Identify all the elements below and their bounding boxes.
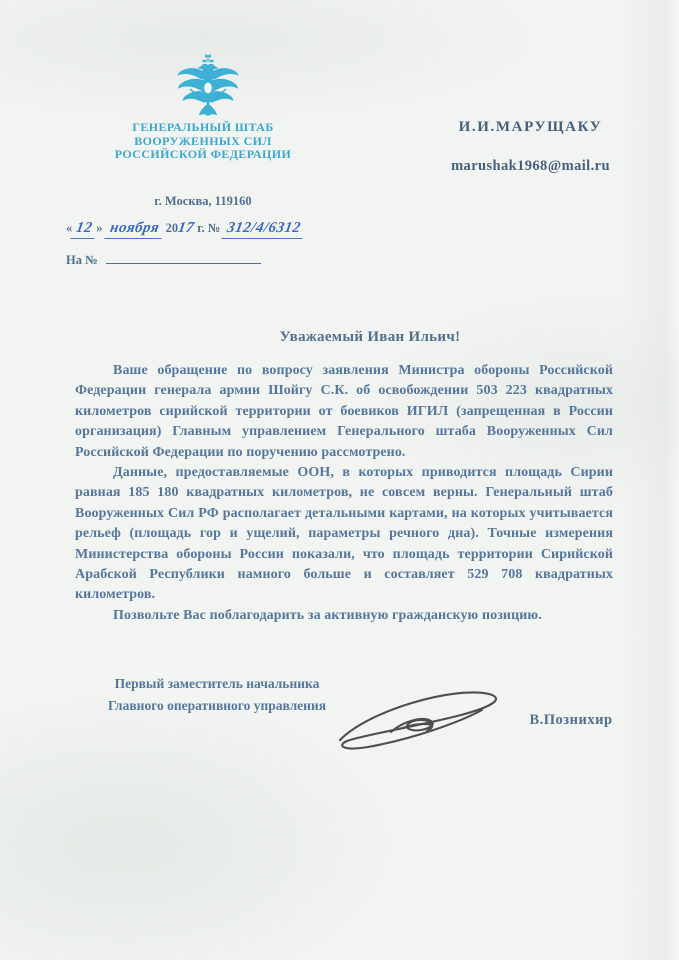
- letter-body: [75, 361, 613, 626]
- body-paragraph: Ваше обращение по вопросу заявления Министра обороны Российской Федерации генерала армии Шойгу С.К. об освобождении 503 223 квадратных километров сирийской территории от боевиков ИГИЛ (запрещенная в России организация) Главным управлением Генерального штаба Вооруженных Сил Российской Федерации по поручению рассмотрено.: [75, 363, 613, 460]
- body-paragraph: Позвольте Вас поблагодарить за активную гражданскую позицию.: [113, 607, 542, 623]
- quote-open: «: [66, 221, 73, 235]
- reply-label: На №: [66, 253, 98, 267]
- russian-coat-of-arms-icon: [169, 51, 247, 131]
- addressee-name: И.И.МАРУЩАКУ: [458, 119, 603, 135]
- signer-title-line: Главного оперативного управления: [107, 698, 327, 713]
- signer-name: В.Познихир: [529, 712, 613, 728]
- number-sign: №: [207, 221, 221, 235]
- year-suffix: г.: [197, 221, 205, 235]
- org-name-line: ВООРУЖЕННЫХ СИЛ: [134, 133, 272, 148]
- handwritten-doc-number: 312/4/6312: [222, 220, 307, 239]
- letterhead-city: г. Москва, 119160: [154, 194, 252, 208]
- handwritten-year: 17: [176, 220, 196, 236]
- signer-title-line: Первый заместитель начальника: [114, 676, 320, 691]
- quote-close: »: [96, 221, 103, 235]
- handwritten-signature-icon: [333, 680, 511, 758]
- body-paragraph: Данные, предоставляемые ООН, в которых приводится площадь Сирии равная 185 180 квадратных километров, не совсем верны. Генеральный штаб Вооруженных Сил РФ располагает детальными картами, на которых учитывается рельеф (площадь гор и ущелий, параметры речного дна). Точные измерения Министерства обороны России показали, что площадь территории Сирийской Арабской Республики намного больше и составляет 529 708 квадратных километров.: [75, 465, 613, 603]
- addressee-email: marushak1968@mail.ru: [451, 158, 610, 174]
- letterhead-org-name: [98, 121, 308, 162]
- handwritten-day: 12: [71, 220, 98, 239]
- handwritten-month: ноября: [104, 220, 164, 239]
- year-printed: 20: [165, 221, 179, 235]
- signer-title: [86, 673, 348, 717]
- salutation: Уважаемый Иван Ильич!: [279, 329, 461, 345]
- org-name-line: ГЕНЕРАЛЬНЫЙ ШТАБ: [132, 120, 274, 134]
- date-number-line: [66, 220, 396, 239]
- addressee-block: [428, 119, 633, 175]
- org-name-line: РОССИЙСКОЙ ФЕДЕРАЦИИ: [114, 147, 292, 162]
- reply-blank-line: [106, 251, 261, 264]
- reply-reference-line: [66, 251, 261, 268]
